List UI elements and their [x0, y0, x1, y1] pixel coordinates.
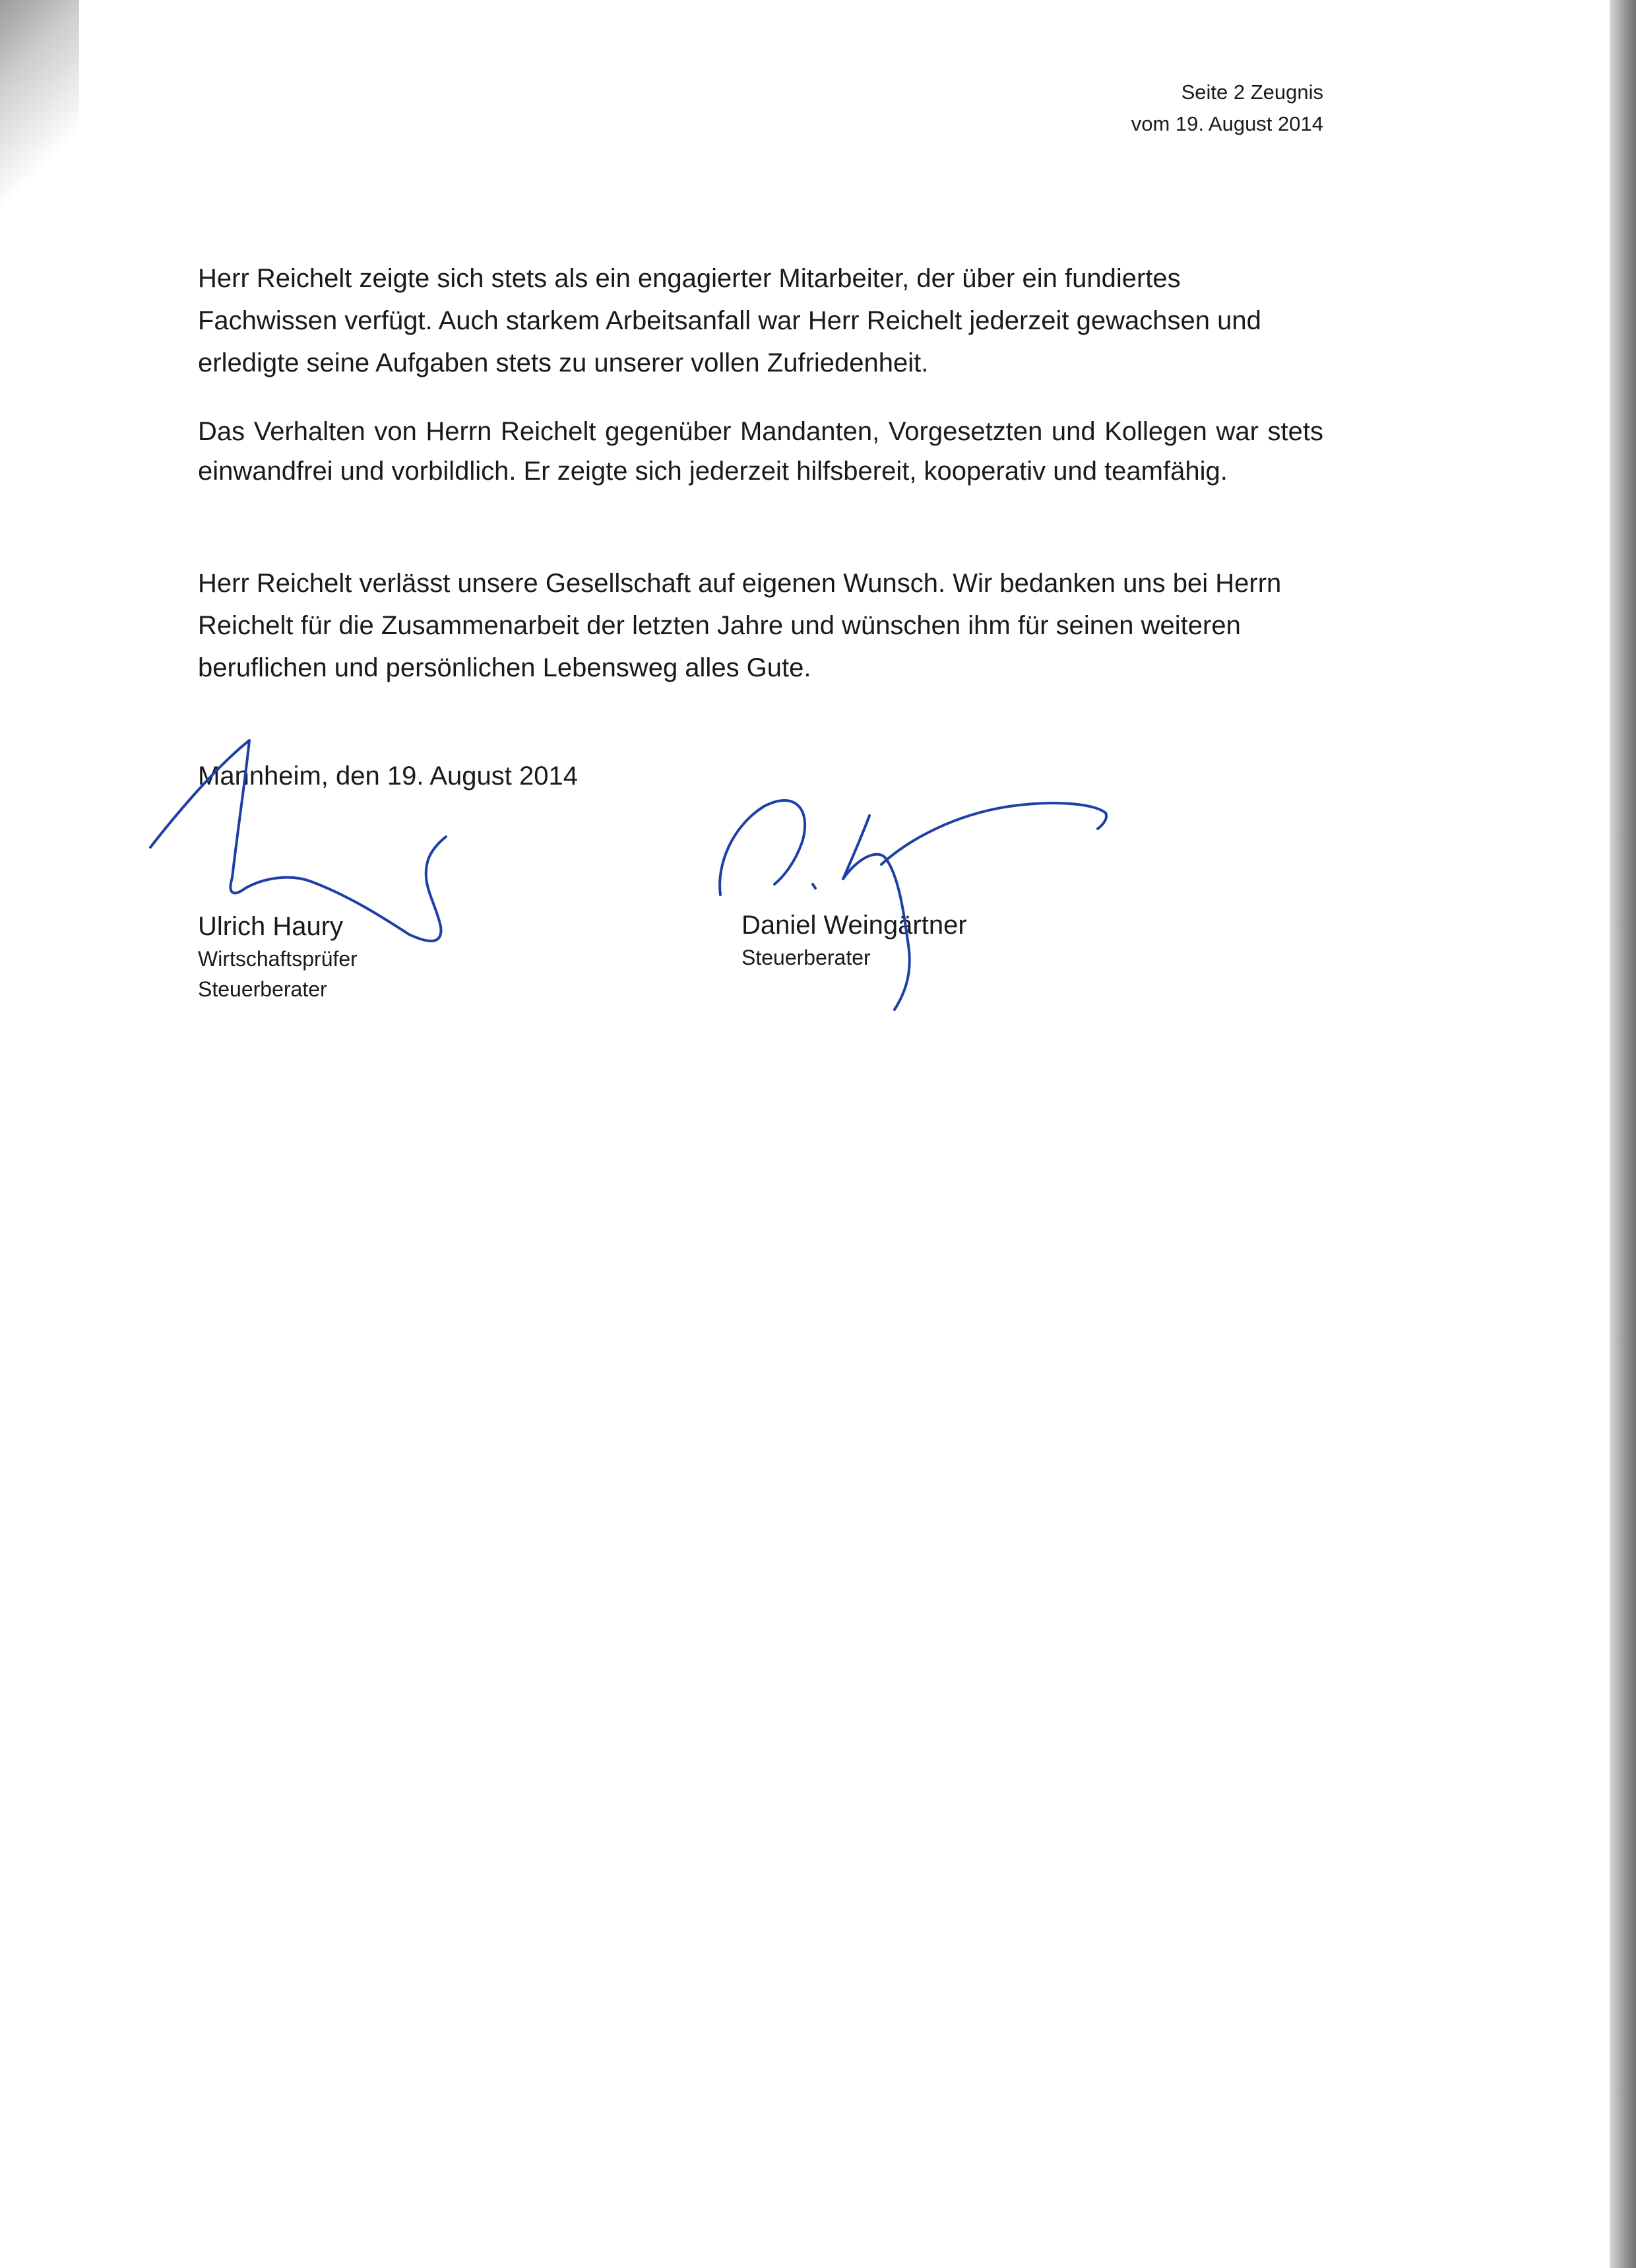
signatory-title: Wirtschaftsprüfer [198, 947, 358, 971]
signatory-title: Steuerberater [741, 946, 871, 969]
signatory-name: Ulrich Haury [198, 912, 344, 941]
paragraph-farewell: Herr Reichelt verlässt unsere Gesellschaft auf eigenen Wunsch. Wir bedanken uns bei Herrn Reichelt für die Zusammenarbeit der letzten Jahre und wünschen ihm für seinen weiteren beruflichen und persönlichen Lebensweg alles Gute. [198, 569, 1282, 682]
signatory-name: Daniel Weingärtner [741, 911, 967, 940]
signature-weingaertner [720, 800, 805, 895]
signatory-title: Steuerberater [198, 977, 327, 1001]
scan-edge [1610, 0, 1636, 2268]
page-reference-line2: vom 19. August 2014 [1131, 112, 1323, 135]
signatory-left [198, 909, 358, 1004]
page-reference-line1: Seite 2 Zeugnis [1181, 81, 1323, 104]
page-reference [1131, 77, 1323, 140]
scan-shadow [0, 0, 79, 224]
place-date: Mannheim, den 19. August 2014 [198, 761, 578, 791]
signatory-right [741, 908, 967, 973]
paragraph-conduct: Das Verhalten von Herrn Reichelt gegenüber Mandanten, Vorgesetzten und Kollegen war stets einwandfrei und vorbildlich. Er zeigte sich jederzeit hilfsbereit, kooperativ und teamfähig. [198, 417, 1323, 486]
paragraph-performance: Herr Reichelt zeigte sich stets als ein engagierter Mitarbeiter, der über ein fundiertes Fachwissen verfügt. Auch starkem Arbeitsanfall war Herr Reichelt jederzeit gewachsen und erledigte seine Aufgaben stets zu unserer vollen Zufriedenheit. [198, 264, 1261, 377]
